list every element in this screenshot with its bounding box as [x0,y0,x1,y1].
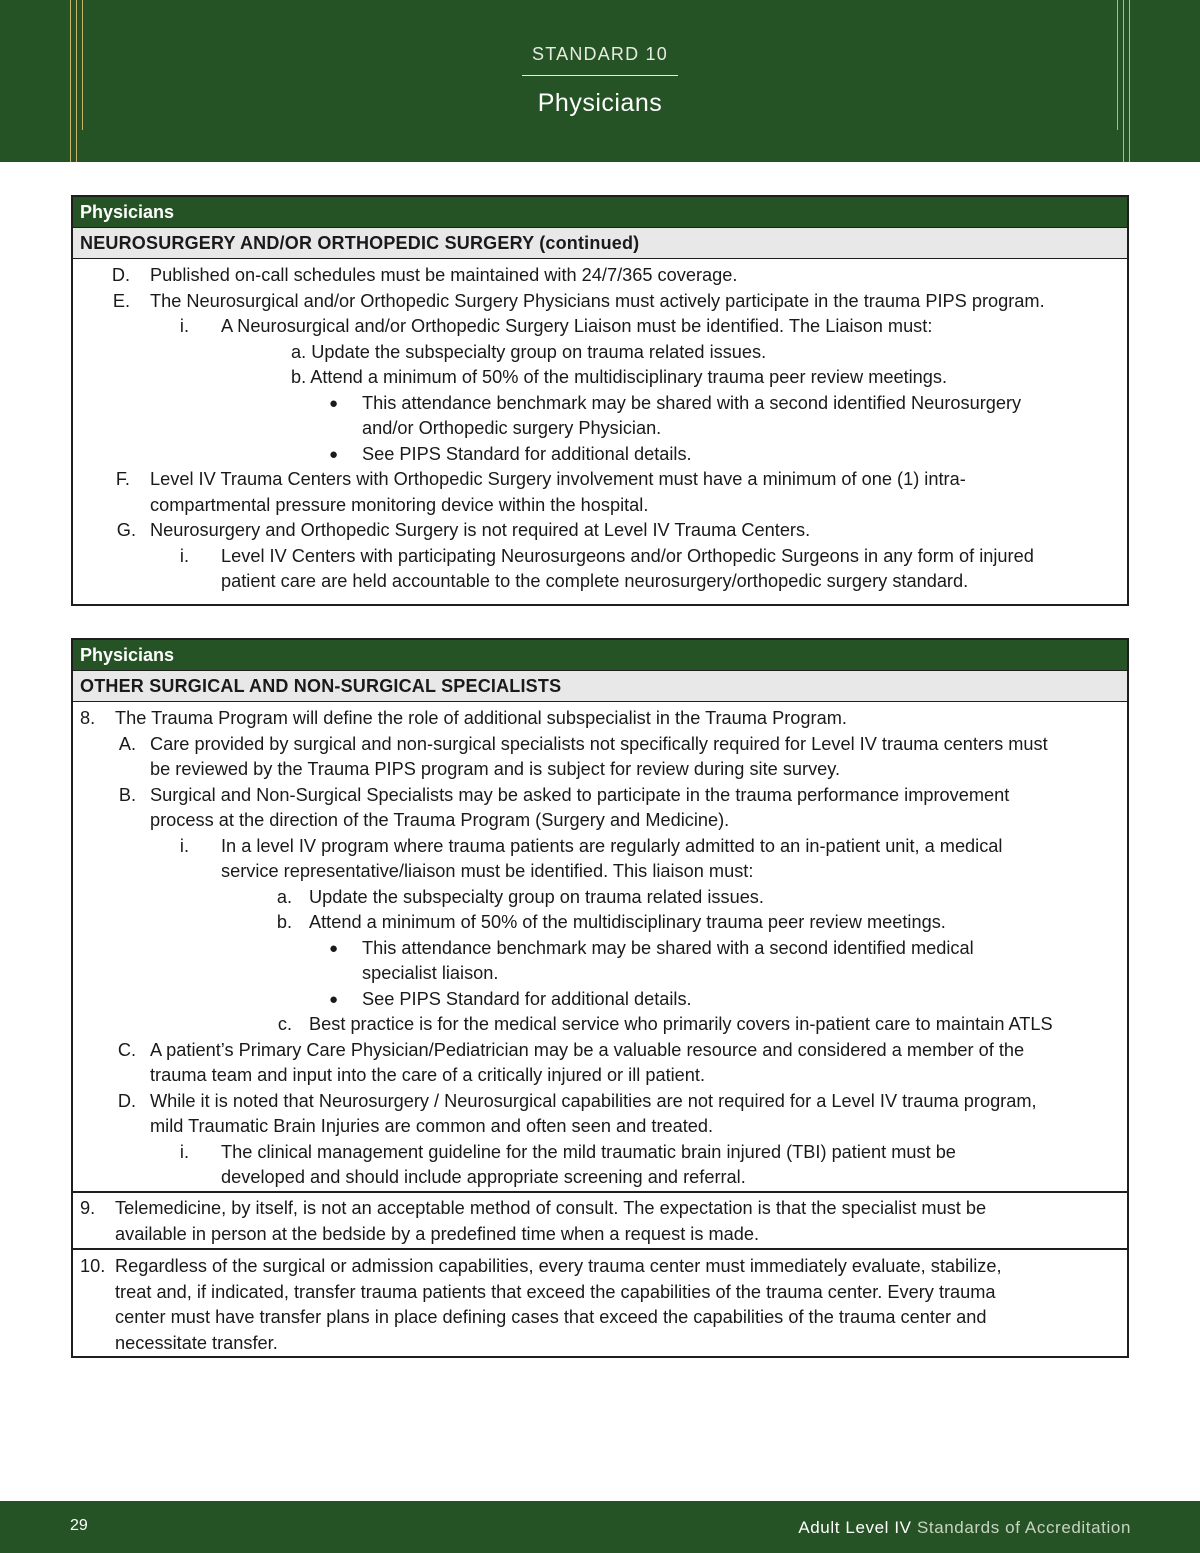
item-text: a. Update the subspecialty group on trauma related issues. [291,341,767,362]
item-text: Level IV Centers with participating Neurosurgeons and/or Orthopedic Surgeons in any form of injured [221,545,1034,566]
item-marker: 10. [80,1256,106,1276]
item-text: This attendance benchmark may be shared with a second identified medical [362,937,974,958]
item-text: See PIPS Standard for additional details. [362,988,692,1009]
page-number: 29 [70,1517,88,1534]
table-subheader: NEUROSURGERY AND/OR ORTHOPEDIC SURGERY (continued) [73,228,1127,259]
item-marker: E. [112,290,130,311]
item-text: Update the subspecialty group on trauma related issues. [309,886,764,907]
item-text: See PIPS Standard for additional details. [362,443,692,464]
item-marker: D. [117,1090,136,1111]
item-text: The Trauma Program will define the role of additional subspecialist in the Trauma Program. [115,708,847,728]
table-header: Physicians [73,640,1127,671]
item-marker: D. [111,265,130,285]
item-text: The Neurosurgical and/or Orthopedic Surgery Physicians must actively participate in the trauma PIPS program. [150,290,1045,311]
item-text: Care provided by surgical and non-surgical specialists not specifically required for Level IV trauma centers must [150,733,1048,754]
item-text: trauma team and input into the care of a critically injured or ill patient. [150,1065,706,1085]
item-marker: a. [276,886,292,907]
item-marker: A. [118,733,136,754]
item-text: Published on-call schedules must be maintained with 24/7/365 coverage. [150,265,738,285]
bullet-icon: ● [329,939,339,957]
item-text: This attendance benchmark may be shared with a second identified Neurosurgery [362,392,1022,413]
decorative-line [70,0,71,162]
item-marker: i. [179,835,189,856]
item-text: necessitate transfer. [115,1332,278,1353]
document-title [798,1518,1131,1538]
bullet-icon: ● [329,394,339,412]
item-text: Regardless of the surgical or admission capabilities, every trauma center must immediately evaluate, stabilize, [115,1256,1002,1276]
item-text: service representative/liaison must be identified. This liaison must: [221,861,754,881]
item-text: Surgical and Non-Surgical Specialists may be asked to participate in the trauma performance improvement [150,784,1010,805]
item-marker: b. [276,912,292,932]
decorative-line [1129,0,1130,162]
item-marker: c. [277,1014,292,1034]
page-footer [0,1501,1200,1553]
document-title-light: Standards of Accreditation [916,1518,1131,1537]
table-header: Physicians [73,197,1127,228]
header-divider [522,75,678,76]
item-text: available in person at the bedside by a predefined time when a request is made. [115,1223,760,1244]
document-title-bold: Adult Level IV [798,1518,912,1537]
item-marker: i. [179,545,189,566]
item-marker: 8. [80,708,96,728]
page-title: Physicians [537,89,663,117]
page-header [0,0,1200,162]
item-marker: i. [179,316,189,336]
item-text: While it is noted that Neurosurgery / Neurosurgical capabilities are not required for a Level IV trauma program, [150,1090,1037,1111]
item-marker: 9. [80,1198,96,1218]
standard-number: STANDARD 10 [532,44,668,64]
item-text: The clinical management guideline for the mild traumatic brain injured (TBI) patient must be [221,1141,956,1162]
table-body [73,259,1127,604]
item-marker: C. [117,1039,136,1060]
item-text: Telemedicine, by itself, is not an acceptable method of consult. The expectation is that the specialist must be [115,1198,987,1218]
item-marker: i. [179,1141,189,1162]
section-8 [73,702,1127,1191]
item-text: and/or Orthopedic surgery Physician. [362,418,662,438]
item-text: process at the direction of the Trauma Program (Surgery and Medicine). [150,810,730,830]
item-text: mild Traumatic Brain Injuries are common and often seen and treated. [150,1116,714,1136]
bullet-icon: ● [329,445,339,463]
table-subheader: OTHER SURGICAL AND NON-SURGICAL SPECIALISTS [73,671,1127,702]
item-text: specialist liaison. [362,963,499,983]
item-text: A patient’s Primary Care Physician/Pediatrician may be a valuable resource and considered a member of the [150,1039,1025,1060]
standard-table-specialists [71,638,1129,1358]
standard-table-neurosurgery [71,195,1129,606]
section-10 [73,1248,1127,1356]
item-text: Attend a minimum of 50% of the multidisciplinary trauma peer review meetings. [309,912,946,932]
item-text: In a level IV program where trauma patients are regularly admitted to an in-patient unit, a medical [221,835,1003,856]
item-text: Level IV Trauma Centers with Orthopedic Surgery involvement must have a minimum of one (1) intra- [150,469,966,489]
decorative-line [1123,0,1124,162]
item-text: Neurosurgery and Orthopedic Surgery is not required at Level IV Trauma Centers. [150,520,811,540]
item-marker: G. [116,520,136,540]
section-9 [73,1191,1127,1248]
item-text: patient care are held accountable to the complete neurosurgery/orthopedic surgery standard. [221,571,969,591]
item-marker: F. [115,469,130,489]
item-text: developed and should include appropriate screening and referral. [221,1167,746,1187]
item-marker: B. [118,784,136,805]
item-text: A Neurosurgical and/or Orthopedic Surgery Liaison must be identified. The Liaison must: [221,316,933,336]
item-text: b. Attend a minimum of 50% of the multidisciplinary trauma peer review meetings. [291,367,948,387]
decorative-line [76,0,77,162]
item-text: Best practice is for the medical service who primarily covers in-patient care to maintain ATLS [309,1014,1053,1034]
item-text: compartmental pressure monitoring device within the hospital. [150,494,649,515]
item-text: center must have transfer plans in place defining cases that exceed the capabilities of the trauma center and [115,1307,987,1327]
item-text: treat and, if indicated, transfer trauma patients that exceed the capabilities of the trauma center. Every trauma [115,1281,996,1302]
bullet-icon: ● [329,990,339,1008]
item-text: be reviewed by the Trauma PIPS program and is subject for review during site survey. [150,759,841,779]
